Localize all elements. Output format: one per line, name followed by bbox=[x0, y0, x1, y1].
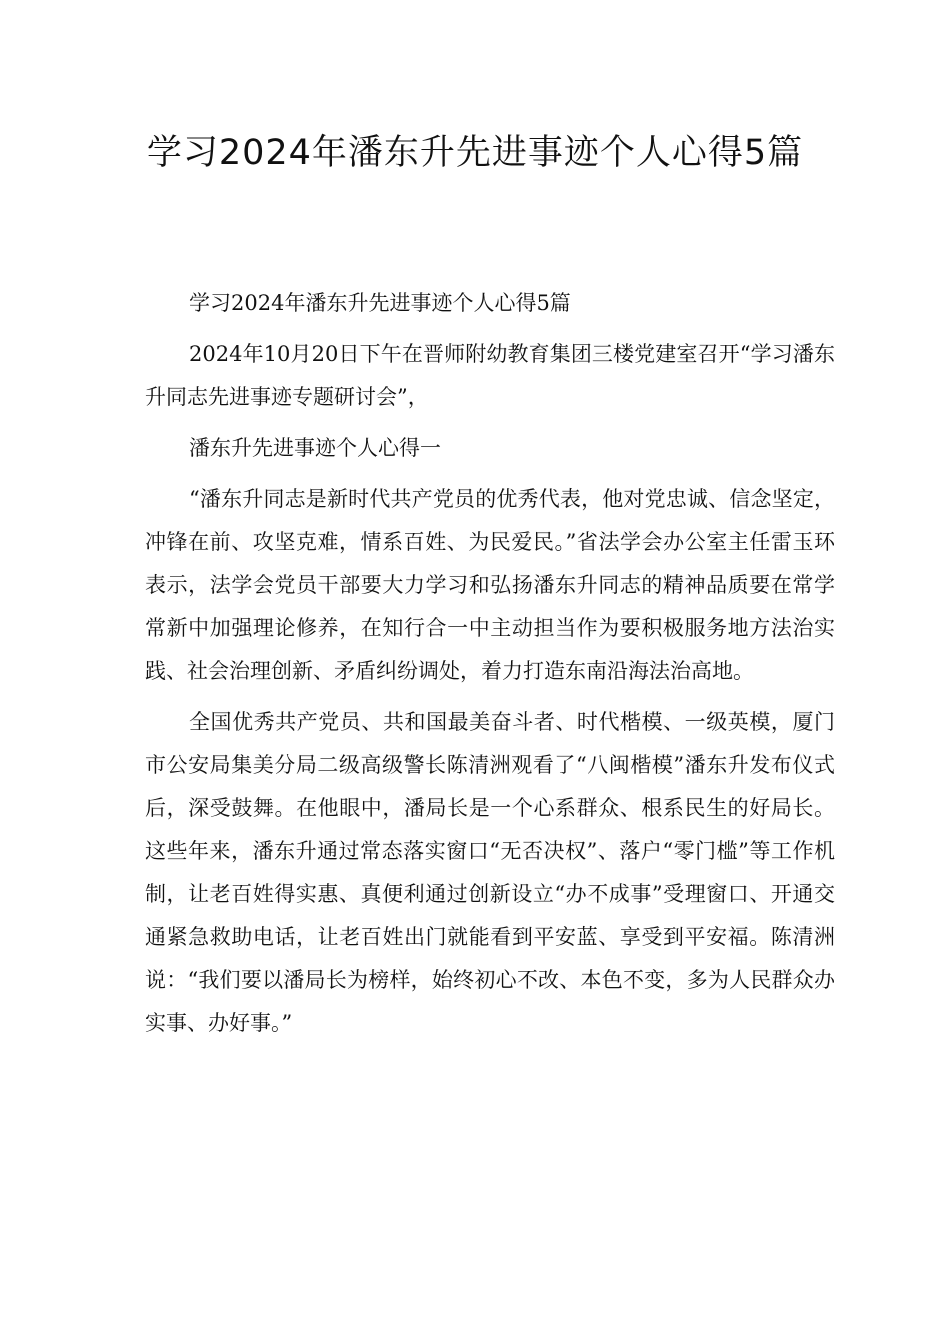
quote-paragraph: “潘东升同志是新时代共产党员的优秀代表，他对党忠诚、信念坚定，冲锋在前、攻坚克难，情系百姓、为民爱民。”省法学会办公室主任雷玉环表示，法学会党员干部要大力学习和弘扬潘东升同志的精神品质要在常学常新中加强理论修养，在知行合一中主动担当作为要积极服务地方法治实践、社会治理创新、矛盾纠纷调处，着力打造东南沿海法治高地。 bbox=[145, 487, 835, 683]
story-paragraph: 全国优秀共产党员、共和国最美奋斗者、时代楷模、一级英模，厦门市公安局集美分局二级高级警长陈清洲观看了“八闽楷模”潘东升发布仪式后，深受鼓舞。在他眼中，潘局长是一个心系群众、根系民生的好局长。这些年来，潘东升通过常态落实窗口“无否决权”、落户“零门槛”等工作机制，让老百姓得实惠、真便利通过创新设立“办不成事”受理窗口、开通交通紧急救助电话，让老百姓出门就能看到平安蓝、享受到平安福。陈清洲说：“我们要以潘局长为榜样，始终初心不改、本色不变，多为人民群众办实事、办好事。” bbox=[145, 710, 835, 1035]
intro-paragraph: 学习2024年潘东升先进事迹个人心得5篇 bbox=[189, 291, 571, 315]
meeting-paragraph: 2024年10月20日下午在晋师附幼教育集团三楼党建室召开“学习潘东升同志先进事迹专题研讨会”， bbox=[145, 342, 835, 409]
document-title: 学习2024年潘东升先进事迹个人心得5篇 bbox=[146, 133, 804, 173]
section-heading: 潘东升先进事迹个人心得一 bbox=[189, 436, 441, 460]
document-body bbox=[145, 282, 835, 1045]
